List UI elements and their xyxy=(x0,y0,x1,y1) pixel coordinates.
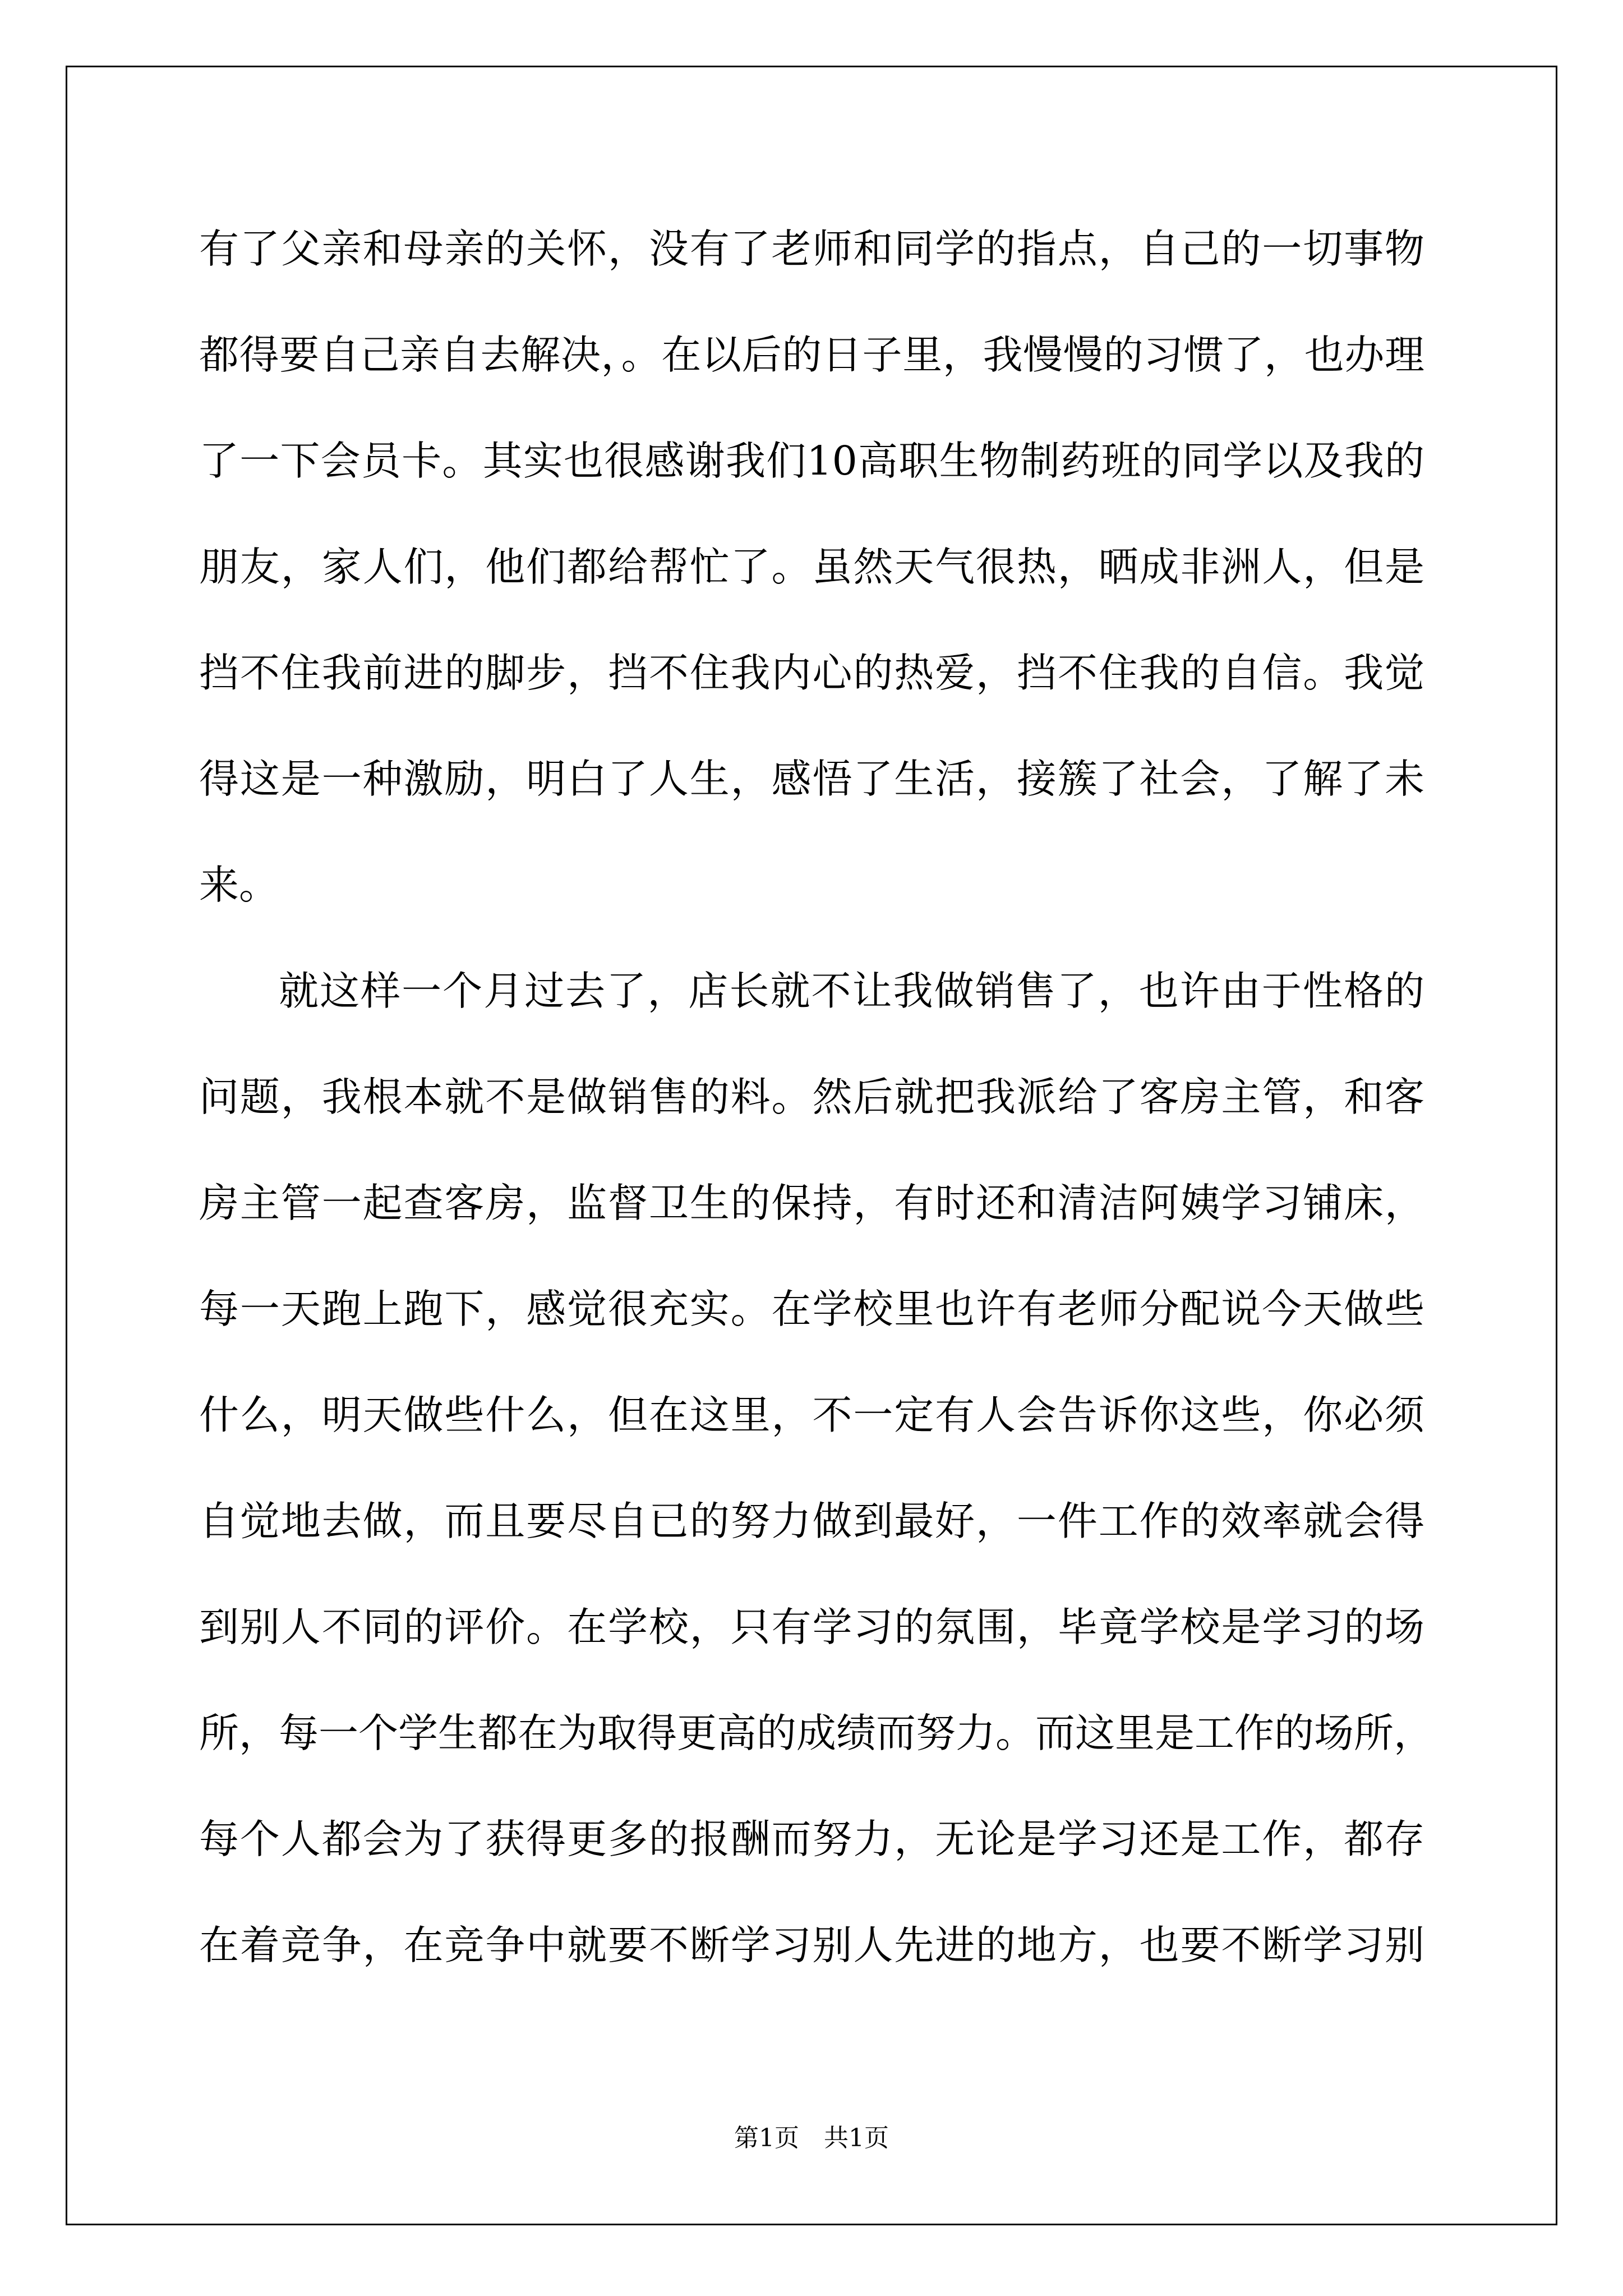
page-total: 共1页 xyxy=(824,2124,889,2152)
text-line: 什么，明天做些什么，但在这里，不一定有人会告诉你这些，你必须 xyxy=(199,1392,1424,1438)
text-line: 来。 xyxy=(199,862,279,908)
text-line: 到别人不同的评价。在学校，只有学习的氛围，毕竟学校是学习的场 xyxy=(199,1604,1424,1650)
text-line: 就这样一个月过去了，店长就不让我做销售了，也许由于性格的 xyxy=(279,968,1424,1014)
text-line: 房主管一起查客房，监督卫生的保持，有时还和清洁阿姨学习铺床， xyxy=(199,1180,1424,1226)
text-line: 所，每一个学生都在为取得更高的成绩而努力。而这里是工作的场所， xyxy=(199,1710,1434,1756)
text-line: 在着竞争，在竞争中就要不断学习别人先进的地方，也要不断学习别 xyxy=(199,1922,1424,1968)
text-line: 得这是一种激励，明白了人生，感悟了生活，接簇了社会，了解了未 xyxy=(199,756,1424,802)
text-line: 有了父亲和母亲的关怀，没有了老师和同学的指点，自己的一切事物 xyxy=(199,226,1424,272)
page-border xyxy=(66,66,1557,2225)
text-line: 自觉地去做，而且要尽自已的努力做到最好，一件工作的效率就会得 xyxy=(199,1498,1424,1544)
text-line: 每个人都会为了获得更多的报酬而努力，无论是学习还是工作，都存 xyxy=(199,1816,1424,1862)
text-line: 挡不住我前进的脚步，挡不住我内心的热爱，挡不住我的自信。我觉 xyxy=(199,650,1424,696)
text-line: 每一天跑上跑下，感觉很充实。在学校里也许有老师分配说今天做些 xyxy=(199,1286,1424,1332)
text-line: 了一下会员卡。其实也很感谢我们10高职生物制药班的同学以及我的 xyxy=(199,438,1424,484)
text-line: 朋友，家人们，他们都给帮忙了。虽然天气很热，晒成非洲人，但是 xyxy=(199,544,1424,590)
text-line: 问题，我根本就不是做销售的料。然后就把我派给了客房主管，和客 xyxy=(199,1074,1424,1120)
text-line: 都得要自己亲自去解决，。在以后的日子里，我慢慢的习惯了，也办理 xyxy=(199,332,1424,378)
page-number: 第1页 xyxy=(734,2124,799,2152)
page-footer xyxy=(0,2122,1623,2155)
